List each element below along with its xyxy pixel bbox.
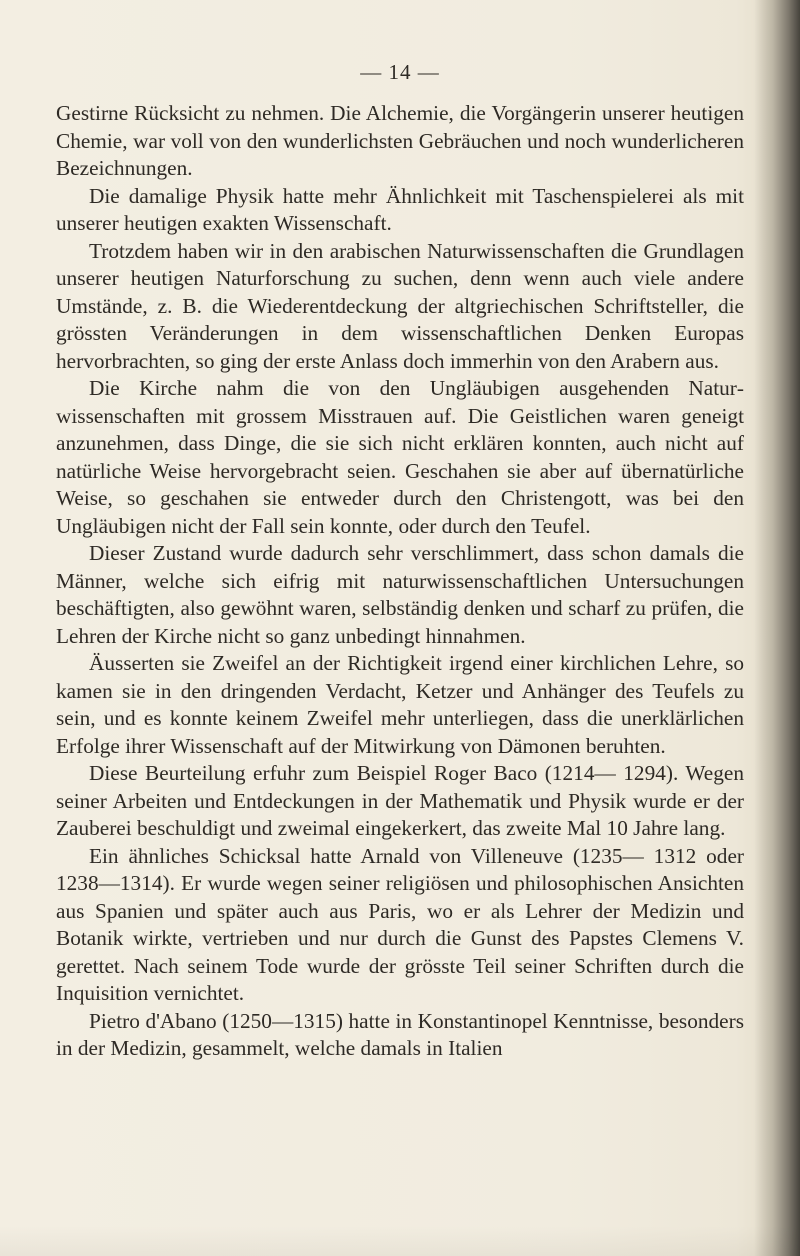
paragraph: Äusserten sie Zweifel an der Richtigkeit irgend einer kirchlichen Lehre, so kamen sie in den dringenden Verdacht, Ketzer und Anhänger des Teufels zu sein, und es konnte keinem Zweifel mehr unterliegen, dass die unerklärlichen Erfolge ihrer Wissenschaft auf der Mitwirkung von Dämonen beruhten. bbox=[56, 651, 744, 758]
page-bottom-shade bbox=[0, 1226, 800, 1256]
paragraph: Die damalige Physik hatte mehr Ähnlichkeit mit Taschenspielerei als mit unserer heutigen exakten Wissenschaft. bbox=[56, 183, 744, 235]
paragraph: Dieser Zustand wurde dadurch sehr verschlimmert, dass schon damals die Männer, welche sich eifrig mit naturwissenschaftlichen Untersuchungen beschäftigten, also gewöhnt waren, selbständig denken und scharf zu prüfen, die Lehren der Kirche nicht so ganz unbedingt hinnahmen. bbox=[56, 541, 744, 648]
paragraph: Trotzdem haben wir in den arabischen Naturwissenschaften die Grundlagen unserer heutigen Naturforschung zu suchen, denn wenn auch viele andere Umstände, z. B. die Wiederentdeckung der altgriechischen Schriftsteller, die grössten Veränderungen in dem wissenschaftlichen Denken Europas hervorbrachten, so ging der erste Anlass doch immerhin von den Arabern aus. bbox=[56, 238, 744, 373]
page-number: — 14 — bbox=[360, 60, 440, 84]
paragraph: Gestirne Rücksicht zu nehmen. Die Alchemie, die Vorgängerin unserer heutigen Chemie, war voll von den wunderlichsten Gebräuchen und noch wunderlicheren Bezeichnungen. bbox=[56, 101, 744, 180]
paragraph: Ein ähnliches Schicksal hatte Arnald von Villeneuve (1235— 1312 oder 1238—1314). Er wurde wegen seiner religiösen und philosophischen Ansichten aus Spanien und später auch aus Paris, wo er als Lehrer der Medizin und Botanik wirkte, vertrieben und nur durch die Gunst des Papstes Clemens V. gerettet. Nach seinem Tode wurde der grösste Teil seiner Schriften durch die Inquisition vernichtet. bbox=[56, 843, 744, 1005]
paragraph: Diese Beurteilung erfuhr zum Beispiel Roger Baco (1214— 1294). Wegen seiner Arbeiten und Entdeckungen in der Mathematik und Physik wurde er der Zauberei beschuldigt und zweimal eingekerkert, das zweite Mal 10 Jahre lang. bbox=[56, 761, 744, 840]
paragraph: Die Kirche nahm die von den Ungläubigen ausgehenden Naturwissenschaften mit grossem Misstrauen auf. Die Geistlichen waren geneigt anzunehmen, dass Dinge, die sie sich nicht erklären konnten, auch nicht auf natürliche Weise hervorgebracht seien. Geschahen sie aber auf übernatürliche Weise, so geschahen sie entweder durch den Christengott, was bei den Ungläubigen nicht der Fall sein konnte, oder durch den Teufel. bbox=[56, 376, 744, 538]
book-binding-edge bbox=[754, 0, 800, 1256]
paragraph: Pietro d'Abano (1250—1315) hatte in Konstantinopel Kenntnisse, besonders in der Medizin, gesammelt, welche damals in Italien bbox=[56, 1008, 744, 1060]
body-text bbox=[56, 100, 744, 1063]
